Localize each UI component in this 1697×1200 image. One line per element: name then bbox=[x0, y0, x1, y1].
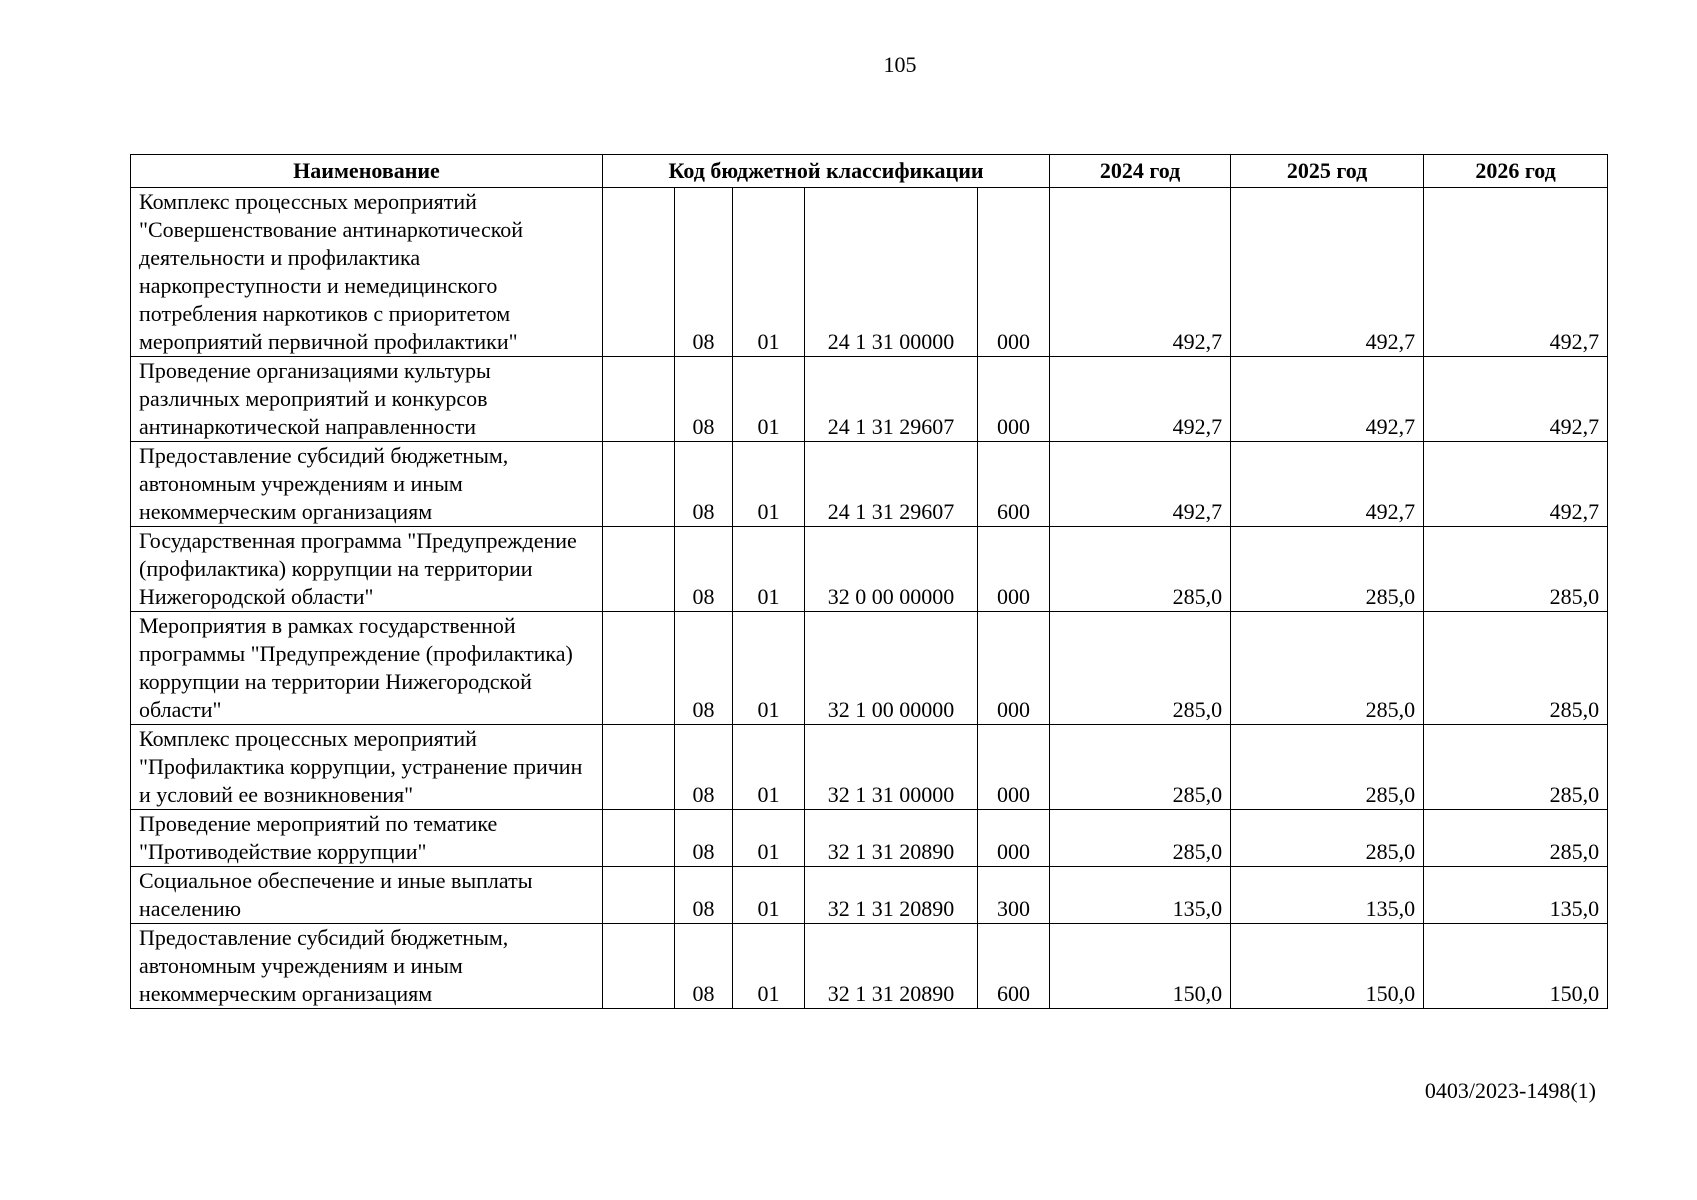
cell-code-expense-type: 600 bbox=[978, 442, 1050, 527]
cell-value-2025: 492,7 bbox=[1231, 442, 1424, 527]
cell-code-section: 08 bbox=[675, 442, 733, 527]
cell-name: Социальное обеспечение и иные выплаты населению bbox=[131, 867, 603, 924]
table-row bbox=[131, 188, 1608, 357]
cell-code-target: 24 1 31 00000 bbox=[805, 188, 978, 357]
table-row bbox=[131, 810, 1608, 867]
cell-value-2026: 285,0 bbox=[1424, 810, 1608, 867]
cell-code-target: 32 1 00 00000 bbox=[805, 612, 978, 725]
cell-value-2025: 492,7 bbox=[1231, 188, 1424, 357]
cell-code-blank bbox=[603, 188, 675, 357]
cell-code-subsection: 01 bbox=[733, 442, 805, 527]
cell-code-blank bbox=[603, 442, 675, 527]
cell-value-2025: 135,0 bbox=[1231, 867, 1424, 924]
cell-code-section: 08 bbox=[675, 527, 733, 612]
cell-name: Предоставление субсидий бюджетным, автономным учреждениям и иным некоммерческим организациям bbox=[131, 442, 603, 527]
cell-code-subsection: 01 bbox=[733, 867, 805, 924]
cell-code-subsection: 01 bbox=[733, 810, 805, 867]
cell-value-2026: 150,0 bbox=[1424, 924, 1608, 1009]
cell-name: Комплекс процессных мероприятий "Профилактика коррупции, устранение причин и условий ее возникновения" bbox=[131, 725, 603, 810]
cell-value-2024: 285,0 bbox=[1050, 527, 1231, 612]
header-2025: 2025 год bbox=[1231, 155, 1424, 188]
table-row bbox=[131, 612, 1608, 725]
cell-value-2025: 285,0 bbox=[1231, 612, 1424, 725]
cell-code-target: 32 1 31 20890 bbox=[805, 924, 978, 1009]
cell-name: Проведение организациями культуры различных мероприятий и конкурсов антинаркотической направленности bbox=[131, 357, 603, 442]
cell-value-2026: 285,0 bbox=[1424, 527, 1608, 612]
cell-value-2024: 135,0 bbox=[1050, 867, 1231, 924]
cell-code-section: 08 bbox=[675, 867, 733, 924]
cell-code-target: 24 1 31 29607 bbox=[805, 357, 978, 442]
cell-code-blank bbox=[603, 924, 675, 1009]
header-code: Код бюджетной классификации bbox=[603, 155, 1050, 188]
cell-value-2024: 492,7 bbox=[1050, 442, 1231, 527]
cell-code-blank bbox=[603, 725, 675, 810]
cell-code-expense-type: 000 bbox=[978, 612, 1050, 725]
cell-code-expense-type: 000 bbox=[978, 527, 1050, 612]
cell-value-2026: 492,7 bbox=[1424, 188, 1608, 357]
header-name: Наименование bbox=[131, 155, 603, 188]
cell-value-2025: 285,0 bbox=[1231, 527, 1424, 612]
document-code: 0403/2023-1498(1) bbox=[1424, 1078, 1596, 1103]
cell-value-2025: 285,0 bbox=[1231, 810, 1424, 867]
cell-code-section: 08 bbox=[675, 188, 733, 357]
table-row bbox=[131, 924, 1608, 1009]
cell-code-expense-type: 000 bbox=[978, 188, 1050, 357]
table-row bbox=[131, 527, 1608, 612]
cell-name: Государственная программа "Предупреждение (профилактика) коррупции на территории Нижегородской области" bbox=[131, 527, 603, 612]
header-2024: 2024 год bbox=[1050, 155, 1231, 188]
cell-value-2024: 492,7 bbox=[1050, 357, 1231, 442]
cell-value-2025: 150,0 bbox=[1231, 924, 1424, 1009]
cell-code-section: 08 bbox=[675, 357, 733, 442]
cell-value-2026: 135,0 bbox=[1424, 867, 1608, 924]
cell-code-expense-type: 300 bbox=[978, 867, 1050, 924]
cell-value-2024: 285,0 bbox=[1050, 810, 1231, 867]
cell-code-blank bbox=[603, 612, 675, 725]
cell-code-expense-type: 000 bbox=[978, 725, 1050, 810]
cell-code-section: 08 bbox=[675, 810, 733, 867]
table-row bbox=[131, 725, 1608, 810]
cell-code-subsection: 01 bbox=[733, 924, 805, 1009]
cell-value-2024: 150,0 bbox=[1050, 924, 1231, 1009]
cell-code-target: 32 1 31 00000 bbox=[805, 725, 978, 810]
cell-name: Мероприятия в рамках государственной программы "Предупреждение (профилактика) коррупции на территории Нижегородской области" bbox=[131, 612, 603, 725]
cell-value-2024: 492,7 bbox=[1050, 188, 1231, 357]
cell-code-expense-type: 600 bbox=[978, 924, 1050, 1009]
header-2026: 2026 год bbox=[1424, 155, 1608, 188]
cell-code-blank bbox=[603, 357, 675, 442]
cell-code-blank bbox=[603, 810, 675, 867]
cell-value-2026: 492,7 bbox=[1424, 357, 1608, 442]
cell-code-subsection: 01 bbox=[733, 188, 805, 357]
cell-value-2026: 285,0 bbox=[1424, 725, 1608, 810]
cell-code-target: 24 1 31 29607 bbox=[805, 442, 978, 527]
cell-code-subsection: 01 bbox=[733, 725, 805, 810]
table-header-row bbox=[131, 155, 1608, 188]
cell-value-2026: 285,0 bbox=[1424, 612, 1608, 725]
cell-code-target: 32 0 00 00000 bbox=[805, 527, 978, 612]
cell-name: Комплекс процессных мероприятий "Совершенствование антинаркотической деятельности и профилактика наркопреступности и немедицинского потребления наркотиков с приоритетом мероприятий первичной профилактики" bbox=[131, 188, 603, 357]
cell-code-expense-type: 000 bbox=[978, 810, 1050, 867]
page-number: 105 bbox=[883, 52, 917, 77]
cell-code-subsection: 01 bbox=[733, 357, 805, 442]
cell-value-2026: 492,7 bbox=[1424, 442, 1608, 527]
cell-code-expense-type: 000 bbox=[978, 357, 1050, 442]
cell-code-target: 32 1 31 20890 bbox=[805, 810, 978, 867]
cell-code-subsection: 01 bbox=[733, 527, 805, 612]
cell-code-target: 32 1 31 20890 bbox=[805, 867, 978, 924]
cell-code-subsection: 01 bbox=[733, 612, 805, 725]
cell-value-2025: 285,0 bbox=[1231, 725, 1424, 810]
cell-name: Предоставление субсидий бюджетным, автономным учреждениям и иным некоммерческим организациям bbox=[131, 924, 603, 1009]
cell-code-section: 08 bbox=[675, 725, 733, 810]
cell-value-2024: 285,0 bbox=[1050, 725, 1231, 810]
table-row bbox=[131, 357, 1608, 442]
cell-name: Проведение мероприятий по тематике "Противодействие коррупции" bbox=[131, 810, 603, 867]
cell-code-blank bbox=[603, 527, 675, 612]
cell-value-2025: 492,7 bbox=[1231, 357, 1424, 442]
cell-value-2024: 285,0 bbox=[1050, 612, 1231, 725]
table-row bbox=[131, 867, 1608, 924]
cell-code-section: 08 bbox=[675, 612, 733, 725]
table-row bbox=[131, 442, 1608, 527]
cell-code-section: 08 bbox=[675, 924, 733, 1009]
budget-table bbox=[130, 154, 1608, 1009]
cell-code-blank bbox=[603, 867, 675, 924]
